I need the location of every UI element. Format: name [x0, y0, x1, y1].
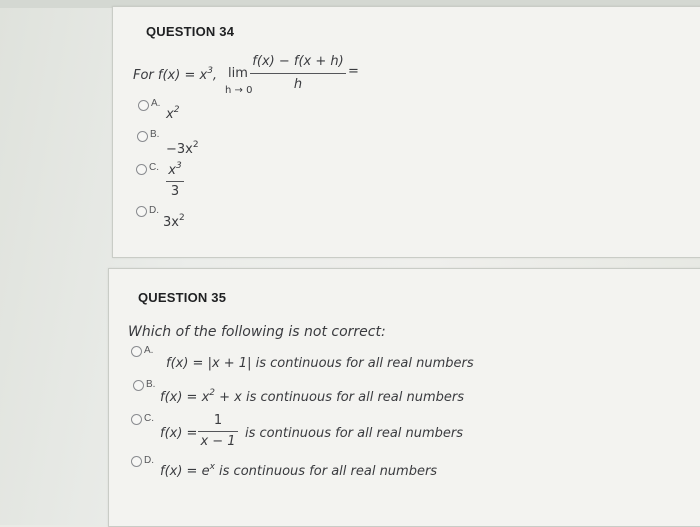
q34-option-c-denominator: 3 — [170, 184, 180, 199]
q34-prompt-prefix: For f(x) = x — [133, 68, 208, 83]
q34-prompt-exp: 3 — [207, 66, 213, 76]
q35-option-c-lhs: f(x) = — [160, 426, 198, 441]
q35-option-c-radio[interactable] — [131, 414, 142, 425]
question-34-card — [112, 6, 700, 258]
q34-option-c-letter: C. — [149, 162, 159, 173]
q35-option-c-rhs: is continuous for all real numbers — [245, 426, 464, 441]
q35-option-c-letter: C. — [144, 413, 154, 424]
q34-option-a-letter: A. — [151, 98, 161, 109]
q35-option-c-numerator: 1 — [213, 413, 223, 428]
q34-prompt: For $f(x) = x^3$, — [133, 66, 218, 83]
q34-lim: lim — [228, 66, 248, 81]
q35-option-b-letter: B. — [146, 379, 156, 390]
q34-option-d-exp: 2 — [178, 213, 185, 223]
q35-option-b-text — [160, 388, 464, 405]
q35-option-c-denominator: x − 1 — [200, 434, 236, 449]
q34-option-c-num-exp: 3 — [175, 161, 182, 171]
q34-fraction-numerator: f(x) − f(x + h) — [252, 54, 344, 69]
q34-lim-sub: h → 0 — [225, 85, 253, 96]
q34-option-d-radio[interactable] — [136, 206, 147, 217]
q34-option-d-letter: D. — [149, 205, 159, 216]
q35-option-c-fraction-bar — [198, 431, 238, 432]
q35-option-b-radio[interactable] — [133, 380, 144, 391]
q35-option-b-post: + x is continuous for all real numbers — [215, 390, 465, 405]
q34-option-a-base: x — [166, 107, 174, 122]
q34-option-c-radio[interactable] — [136, 164, 147, 175]
q34-option-c-numerator — [166, 161, 184, 178]
q34-option-b-base: −3x — [166, 142, 193, 157]
q34-fraction-bar — [250, 73, 346, 74]
q34-option-c-num-base: x — [168, 163, 176, 178]
question-34-title: QUESTION 34 — [146, 24, 235, 39]
q35-option-d-text — [160, 462, 437, 479]
q34-option-c-fraction-bar — [166, 181, 184, 182]
q35-option-d-radio[interactable] — [131, 456, 142, 467]
q35-option-a-letter: A. — [144, 345, 154, 356]
q34-option-d-text — [163, 213, 185, 230]
question-35-title: QUESTION 35 — [138, 290, 227, 305]
q34-option-a-radio[interactable] — [138, 100, 149, 111]
q34-option-a-exp: 2 — [173, 105, 180, 115]
q34-option-b-letter: B. — [150, 129, 160, 140]
q35-option-d-post: is continuous for all real numbers — [214, 464, 438, 479]
q34-option-a-text — [166, 105, 179, 122]
q34-option-b-exp: 2 — [192, 140, 199, 150]
q34-option-b-text — [166, 140, 199, 157]
q34-option-d-base: 3x — [163, 215, 179, 230]
q35-option-a-radio[interactable] — [131, 346, 142, 357]
q35-option-d-exp: x — [209, 462, 215, 472]
q35-option-b-exp: 2 — [209, 388, 215, 398]
q35-option-a-text: f(x) = |x + 1| is continuous for all real numbers — [166, 356, 474, 371]
q35-question-text: Which of the following is not correct: — [128, 324, 386, 340]
q34-equals: = — [348, 64, 359, 79]
q35-option-d-letter: D. — [144, 455, 154, 466]
q34-option-b-radio[interactable] — [137, 131, 148, 142]
q35-option-b-pre: f(x) = x — [160, 390, 210, 405]
q35-option-d-pre: f(x) = e — [160, 464, 210, 479]
q34-fraction-denominator: h — [293, 77, 303, 92]
